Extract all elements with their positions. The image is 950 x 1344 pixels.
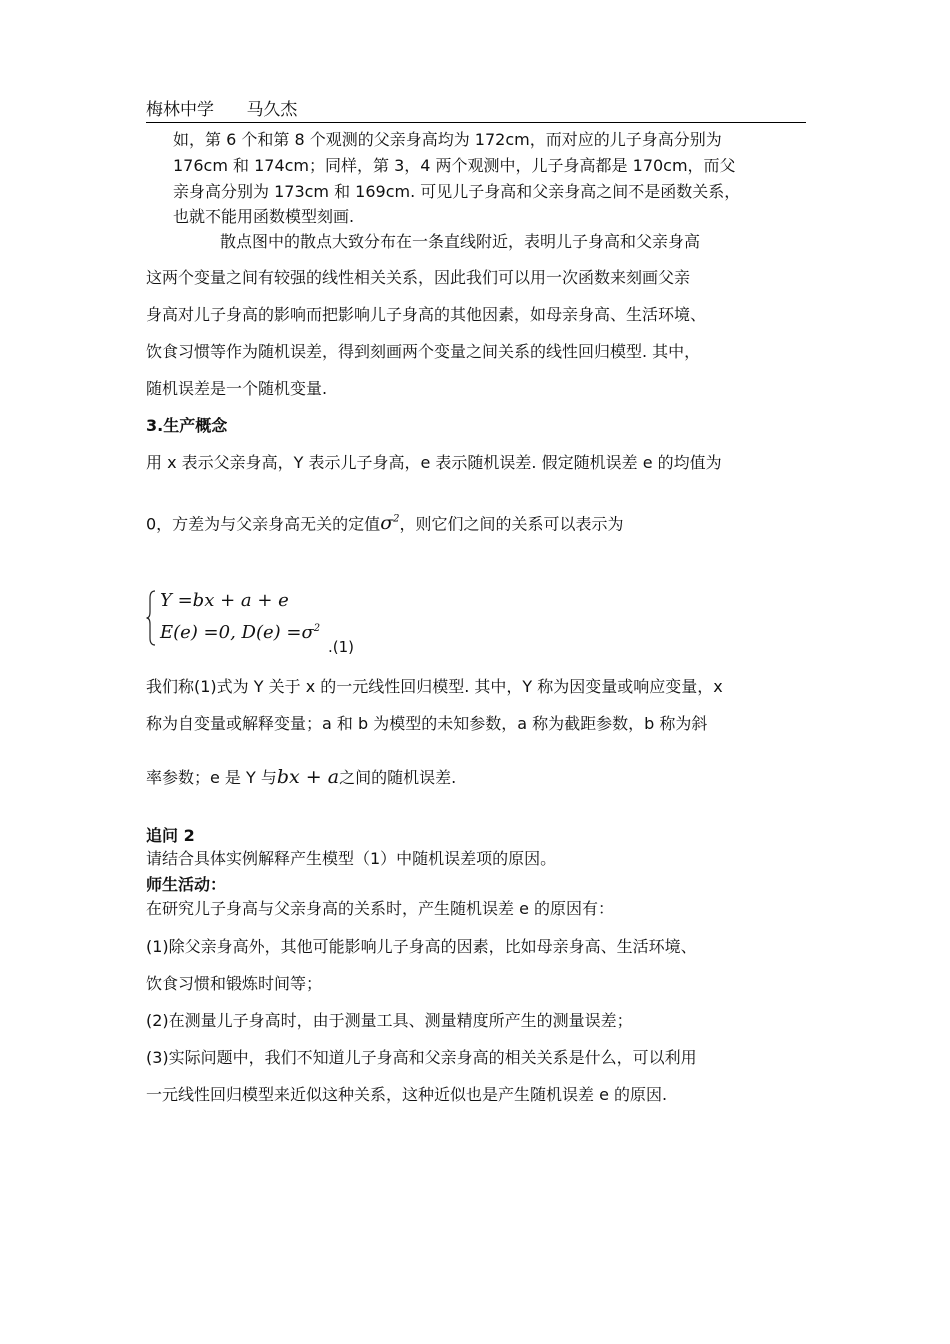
para1-line: 176cm 和 174cm；同样，第 3，4 两个观测中，儿子身高都是 170cm，而父 (173, 156, 736, 175)
left-brace (146, 590, 156, 646)
header-author: 马久杰 (246, 100, 298, 120)
reason-line: 饮食习惯和锻炼时间等； (146, 974, 323, 993)
para2-line: 饮食习惯等作为随机误差，得到刻画两个变量之间关系的线性回归模型. 其中， (146, 342, 701, 361)
activity-intro: 在研究儿子身高与父亲身高的关系时，产生随机误差 e 的原因有： (146, 899, 615, 918)
para4-line: 称为自变量或解释变量；a 和 b 为模型的未知参数，a 称为截距参数，b 称为斜 (146, 714, 708, 733)
sigma-symbol: $\sigma^2$ (380, 512, 400, 535)
reason-line: (3)实际问题中，我们不知道儿子身高和父亲身高的相关关系是什么，可以利用 (146, 1048, 697, 1067)
followup-question: 请结合具体实例解释产生模型（1）中随机误差项的原因。 (146, 849, 557, 868)
activity-title: 师生活动： (146, 875, 227, 894)
para4-line-3: 率参数；e 是 Y 与bx + a之间的随机误差. (146, 766, 457, 788)
para2-line: 散点图中的散点大致分布在一条直线附近，表明儿子身高和父亲身高 (220, 232, 701, 251)
reason-line: (1)除父亲身高外，其他可能影响儿子身高的因素，比如母亲身高、生活环境、 (146, 937, 697, 956)
para1-line: 如，第 6 个和第 8 个观测的父亲身高均为 172cm，而对应的儿子身高分别为 (173, 130, 722, 149)
section3-line: 用 x 表示父亲身高，Y 表示儿子身高，e 表示随机误差. 假定随机误差 e 的均值为 (146, 453, 722, 472)
para1-line: 也就不能用函数模型刻画. (173, 207, 355, 226)
reason-line: (2)在测量儿子身高时，由于测量工具、测量精度所产生的测量误差； (146, 1011, 633, 1030)
para4-line: 我们称(1)式为 Y 关于 x 的一元线性回归模型. 其中，Y 称为因变量或响应变量，x (146, 677, 723, 696)
reason-line: 一元线性回归模型来近似这种关系，这种近似也是产生随机误差 e 的原因. (146, 1085, 668, 1104)
para2-line: 身高对儿子身高的影响而把影响儿子身高的其他因素，如母亲身高、生活环境、 (146, 305, 707, 324)
followup-title: 追问 2 (146, 826, 195, 845)
page-header (146, 100, 806, 123)
section-title: 3.生产概念 (146, 416, 228, 435)
inline-formula: bx + a (276, 766, 340, 788)
section3-line-2: 0，方差为与父亲身高无关的定值$\sigma^2$，则它们之间的关系可以表示为 (146, 512, 624, 535)
equation-number: .(1) (328, 638, 355, 656)
para2-line: 这两个变量之间有较强的线性相关关系，因此我们可以用一次函数来刻画父亲 (146, 268, 691, 287)
equation-line-1: Y =bx + a + e (160, 590, 289, 611)
equation-line-2: E(e) =0, $D(e) =\sigma^2$ (160, 622, 321, 643)
para1-line: 亲身高分别为 173cm 和 169cm. 可见儿子身高和父亲身高之间不是函数关系， (173, 182, 741, 201)
header-school: 梅林中学 (146, 100, 214, 120)
para2-line: 随机误差是一个随机变量. (146, 379, 328, 398)
